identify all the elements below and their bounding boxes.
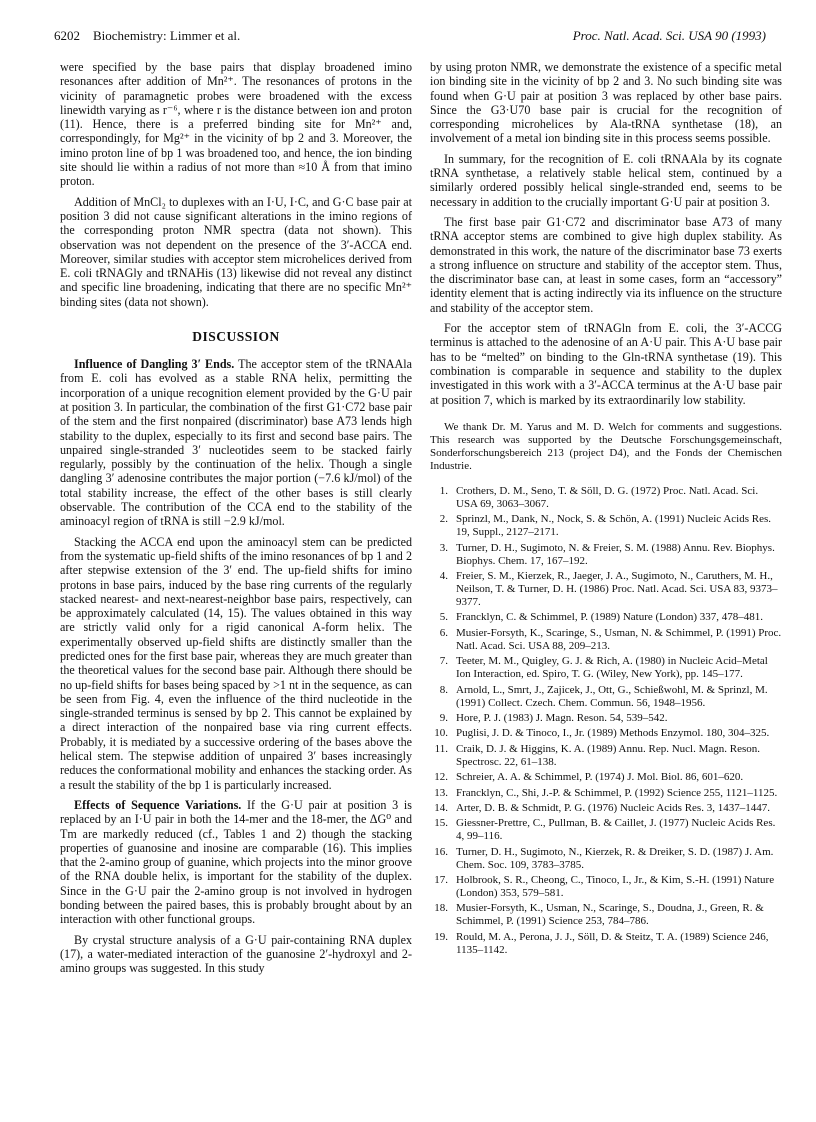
acknowledgment: We thank Dr. M. Yarus and M. D. Welch for comments and suggestions. This research was supported by the Deutsche Forschungsgemeinschaft, Sonderforschungsbereich 213 (project D4), and the Fonds der Chemischen Industrie. [430,420,782,472]
reference-number: 12. [434,771,448,784]
reference-list [430,485,782,957]
reference-number: 15. [434,817,448,830]
paragraph: The first base pair G1·C72 and discriminator base A73 of many tRNA acceptor stems are combined to give high duplex stability. As demonstrated in this work, the nature of the discriminator base 73 exerts a strong influence on structure and stability of the acceptor stem. Thus, the discriminator base can, at least in some cases, form an “accessory” identity element that is acting indirectly via its influence on the structure and stability of the acceptor stem. [430,214,782,315]
reference-item [430,802,782,815]
paragraph: By crystal structure analysis of a G·U pair-containing RNA duplex (17), a water-mediated interaction of the guanosine 2′-hydroxyl and 2-amino groups was suggested. In this study [60,932,412,976]
reference-item [430,846,782,872]
running-title: Biochemistry: Limmer et al. [93,28,241,43]
section-heading: DISCUSSION [192,329,280,345]
header-left [54,28,240,44]
reference-number: 3. [439,541,448,554]
page-number: 6202 [54,28,80,43]
reference-text: Turner, D. H., Sugimoto, N., Kierzek, R. & Dreiker, S. D. (1987) J. Am. Chem. Soc. 109, 3783–3785. [456,845,774,871]
reference-item [430,727,782,740]
reference-number: 7. [439,655,448,668]
reference-text: Musier-Forsyth, K., Usman, N., Scaringe, S., Doudna, J., Green, R. & Schimmel, P. (1991) Science 253, 784–786. [456,902,764,928]
journal-citation: Proc. Natl. Acad. Sci. USA 90 (1993) [572,28,766,43]
reference-text: Crothers, D. M., Seno, T. & Söll, D. G. (1972) Proc. Natl. Acad. Sci. USA 69, 3063–3067. [456,484,759,510]
paragraph [60,798,412,927]
reference-text: Arnold, L., Smrt, J., Zajicek, J., Ott, G., Schießwohl, M. & Sprinzl, M. (1991) Collect. Czech. Chem. Commun. 56, 1948–1956. [456,683,768,709]
paragraph: were specified by the base pairs that display broadened imino resonances after addition of Mn²⁺. The resonances of protons in the vicinity of paramagnetic probes were broadened with the excess linewidth varying as r⁻⁶, where r is the distance between ion and proton (11). Hence, there is a preferred binding site for Mn²⁺ and, correspondingly, for Mg²⁺ in the vicinity of bp 2 and 3. Moreover, the imino proton line of bp 1 was broadened too, and hence, the ion binding site should lie within a radius of not more than ≈10 Å from that imino proton. [60,60,412,189]
reference-item [430,817,782,843]
paragraph: Stacking the ACCA end upon the aminoacyl stem can be predicted from the systematic up-field shifts of the imino resonances of bp 1 and 2 after stepwise extension of the 3′ end. The up-field shifts for imino protons in base pairs, induced by the base ring currents of the regularly stacked nearest- and next-nearest-neighbor base pairs, respectively, can be approximately calculated (14, 15). The values obtained in this way are strictly valid only for a rigid canonical A-form helix. The experimentally observed up-field shifts are distinctly smaller than the predicted ones for the first base pair, whereas they are much greater than the theoretical values for the second base pair. Although there should be no up-field shifts for bases being spaced by >1 nt in the sequence, as can be seen from Fig. 4, even the influence of the third nucleotide in the single-stranded terminus is sensed by bp 2. This cannot be explained by a direct interaction of the nonpaired base via ring current effects. Probably, it is mediated by a successive ordering of the bases above the helical stem. The stepwise addition of unpaired 3′ bases increasingly reduces the conformational mobility and enhances the stacking order. As a result the stability of the bp 1 is particularly increased. [60,534,412,792]
reference-text: Arter, D. B. & Schmidt, P. G. (1976) Nucleic Acids Res. 3, 1437–1447. [456,801,770,814]
reference-item [430,611,782,624]
paragraph [60,357,412,529]
reference-text: Freier, S. M., Kierzek, R., Jaeger, J. A., Sugimoto, N., Caruthers, M. H., Neilson, T. & Turner, D. H. (1986) Proc. Natl. Acad. Sci. USA 83, 9373–9377. [456,570,778,608]
reference-number: 9. [439,711,448,724]
reference-number: 4. [439,570,448,582]
reference-number: 6. [439,626,448,639]
reference-number: 5. [439,611,448,624]
paragraph: Addition of MnCl₂ to duplexes with an I·U, I·C, and G·C base pair at position 3 did not cause significant alterations in the imino regions of the corresponding proton NMR spectra (data not shown). This observation was not dependent on the presence of the 3′-ACCA end. Moreover, similar studies with acceptor stem microhelices derived from E. coli tRNAGly and tRNAHis (13) likewise did not reveal any distinct and specific line broadening, indicating that there are no specific Mn²⁺ binding sites (data not shown). [60,194,412,309]
reference-item [430,902,782,928]
reference-item [430,771,782,784]
reference-item [430,485,782,511]
reference-text: Rould, M. A., Perona, J. J., Söll, D. & Steitz, T. A. (1989) Science 246, 1135–1142. [456,930,769,956]
reference-number: 13. [434,786,448,799]
reference-text: Puglisi, J. D. & Tinoco, I., Jr. (1989) Methods Enzymol. 180, 304–325. [456,727,770,740]
reference-number: 14. [434,801,448,814]
reference-text: Teeter, M. M., Quigley, G. J. & Rich, A. (1980) in Nucleic Acid–Metal Ion Interaction, ed. Spiro, T. G. (Wiley, New York), pp. 145–177. [456,655,768,681]
reference-item [430,513,782,539]
reference-item [430,542,782,568]
reference-item [430,712,782,725]
reference-item [430,627,782,653]
paragraph: by using proton NMR, we demonstrate the existence of a specific metal ion binding site in the vicinity of bp 2 and 3. No such binding site was found when G·U pair at position 3 was replaced by other base pairs. Since the G3·U70 base pair is crucial for the recognition of corresponding microhelices by Ala-tRNA synthetase (18), an involvement of a metal ion binding site in this process seems possible. [430,60,782,146]
paragraph: In summary, for the recognition of E. coli tRNAAla by its cognate tRNA synthetase, a relatively stable helical stem, continued by a similarly ordered possibly helical single-stranded end, seems to be necessary in addition to the crucially important G·U pair at position 3. [430,151,782,209]
reference-number: 19. [434,930,448,943]
reference-number: 10. [434,727,448,740]
page-header [54,28,766,46]
reference-text: Francklyn, C. & Schimmel, P. (1989) Nature (London) 337, 478–481. [456,611,764,624]
reference-number: 2. [439,513,448,526]
left-column [60,60,412,976]
subsection-heading: Influence of Dangling 3′ Ends. [74,357,235,372]
reference-item [430,743,782,769]
reference-text: Giessner-Prettre, C., Pullman, B. & Caillet, J. (1977) Nucleic Acids Res. 4, 99–116. [456,817,776,843]
reference-text: Craik, D. J. & Higgins, K. A. (1989) Annu. Rep. Nucl. Magn. Reson. Spectrosc. 22, 61–138. [456,742,761,768]
reference-item [430,787,782,800]
paragraph-text: The acceptor stem of the tRNAAla from E. coli has evolved as a stable RNA helix, permitting the incorporation of a unique recognition element provided by the G·U pair at position 3. In particular, the combination of the first G1·C72 base pair of the stem and the first nonpaired (discriminator) base A73 lends high stability to the duplex, especially to its first and second base pairs. The unpaired single-stranded 3′ nucleotides seem to be stacked fairly regularly, possibly by the continuation of the helix. Though a single dangling 3′ adenosine contributes the major portion (−7.6 kJ/mol) of the total stability increase, the effect of the other bases is still clearly observable. The contribution of the CCA end to the stability of the aminoacyl region of tRNA is still −2.9 kJ/mol. [60,357,412,529]
reference-number: 1. [439,484,448,497]
reference-text: Francklyn, C., Shi, J.-P. & Schimmel, P. (1992) Science 255, 1121–1125. [456,786,778,799]
reference-text: Turner, D. H., Sugimoto, N. & Freier, S. M. (1988) Annu. Rev. Biophys. Biophys. Chem. 17, 167–192. [456,541,775,567]
reference-text: Sprinzl, M., Dank, N., Nock, S. & Schön, A. (1991) Nucleic Acids Res. 19, Suppl., 2127–2171. [456,513,771,539]
reference-text: Musier-Forsyth, K., Scaringe, S., Usman, N. & Schimmel, P. (1991) Proc. Natl. Acad. Sci. USA 88, 209–213. [456,626,782,652]
right-column [430,60,782,959]
subsection-heading: Effects of Sequence Variations. [74,797,242,812]
reference-item [430,874,782,900]
reference-item [430,931,782,957]
reference-number: 16. [434,845,448,858]
reference-text: Holbrook, S. R., Cheong, C., Tinoco, I., Jr., & Kim, S.-H. (1991) Nature (London) 353, 579–581. [456,874,775,900]
paragraph: For the acceptor stem of tRNAGln from E. coli, the 3′-ACCG terminus is attached to the adenosine of an A·U pair. This A·U base pair has to be “melted” on binding to the Gln-tRNA synthetase (19). This combination is comparable in sequence and stability to the duplex investigated in this work with a 3′-ACCA terminus at the A·U base pair at position 7, which is marked by its extraordinarily low stability. [430,321,782,407]
reference-number: 18. [434,902,448,915]
reference-item [430,684,782,710]
reference-number: 11. [434,742,448,755]
paragraph-text: If the G·U pair at position 3 is replaced by an I·U pair in both the 14-mer and the 18-mer, the ΔG⁰ and Tm are markedly reduced (cf., Tables 1 and 2) though the stacking properties of guanosine and inosine are comparable (16). This implies that the 2-amino group of guanine, which projects into the minor groove of the RNA double helix, is important for the stability of the duplex. Since in the G·U pair the 2-amino group is not involved in hydrogen bonding between the paired bases, this is probably brought about by an interaction with other functional groups. [60,797,412,927]
reference-text: Schreier, A. A. & Schimmel, P. (1974) J. Mol. Biol. 86, 601–620. [456,771,744,784]
reference-item [430,655,782,681]
reference-number: 17. [434,874,448,887]
reference-item [430,570,782,609]
reference-number: 8. [439,683,448,696]
reference-text: Hore, P. J. (1983) J. Magn. Reson. 54, 539–542. [456,711,668,724]
